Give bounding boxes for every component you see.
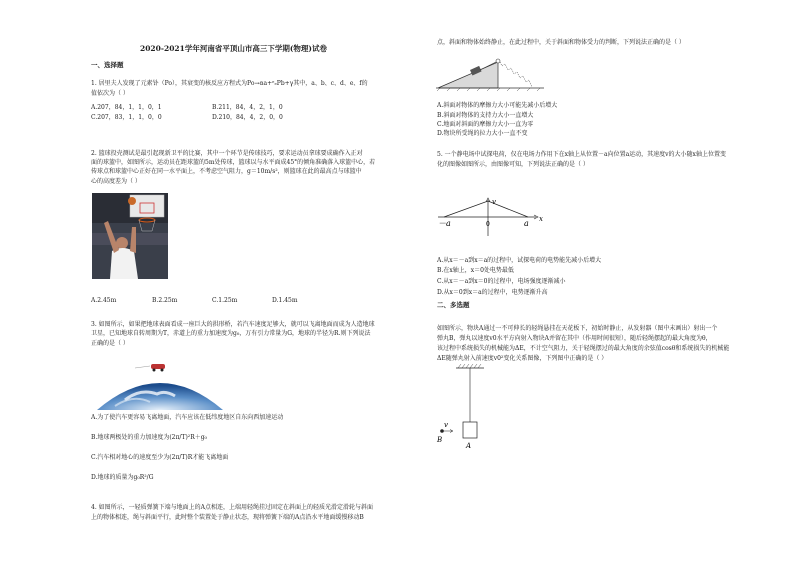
graph-v-label: v bbox=[492, 198, 496, 206]
q6-stem-line4: ΔE随弹丸射入前速度v0²变化关系图像，下列图中正确的是（ ） bbox=[437, 355, 608, 362]
label-v0: v bbox=[444, 421, 448, 429]
graph-tick-zero: 0 bbox=[486, 221, 490, 228]
label-a: A bbox=[466, 442, 472, 450]
velocity-position-graph bbox=[436, 196, 556, 242]
q5-option-c: C.从x＝－a到x＝0的过程中，电场强度逐渐减小 bbox=[437, 278, 566, 285]
q2-stem-line2: 面的球篮中，如图所示，运动员在距球篮的5m处传球，篮球以与水平面成45°的倾角准确落入球篮中心，若 bbox=[91, 159, 376, 166]
q5-stem-line2: 化的图像如图所示，由图像可知，下列说法正确的是（ ） bbox=[437, 161, 589, 168]
q2-option-d: D.1.45m bbox=[272, 297, 298, 304]
q6-stem-line2: 弹丸B，弹丸以速度v0水平方向射入物块A并留在其中（作用时间很短），随后轻绳摆起的最大角度为θ， bbox=[437, 335, 712, 342]
graph-tick-a: a bbox=[524, 219, 529, 228]
q2-option-c: C.1.25m bbox=[212, 297, 238, 304]
q5-option-d: D.从x＝0到x＝a的过程中，电势逐渐升高 bbox=[437, 289, 548, 296]
q3-option-d: D.地球的质量为g₀R²/G bbox=[91, 474, 154, 481]
incline-spring-figure bbox=[436, 50, 546, 96]
q1-stem-line1: 1. 居里夫人发现了元素钋（Po），其衰变的核反应方程式为Po→αa+ᵉₑPb+γ其中，a、b、c、d、e、f的 bbox=[91, 80, 368, 87]
q2-stem-line1: 2. 篮球投壳测试是最引起现新卫平的比赛，其中一个环节是传球技巧，要求运动员拿球要成确作入正对 bbox=[91, 150, 363, 157]
graph-x-label: x bbox=[539, 215, 543, 223]
section-heading-multi: 二、多选题 bbox=[437, 301, 470, 309]
block-a bbox=[463, 422, 477, 438]
q5-stem-line1: 5. 一个静电场中试探电荷，仅在电场力作用下在x轴上从位置－a向位置a运动，其速度v的大小随x轴上位置变 bbox=[437, 151, 726, 158]
q4-stem-line1: 4. 如图所示，一轻质弹簧下端与地面上的A点相连，上端用轻绳挂过固定在斜面上的轻质光滑定滑轮与斜面 bbox=[91, 504, 373, 511]
basketball-photo bbox=[92, 193, 168, 279]
q5-option-a: A.从x＝－a到x＝a的过程中，试探电荷的电势能先减小后增大 bbox=[437, 257, 602, 264]
q3-stem-line2: 卫星，已知地球自转周期为T，赤道上的重力加速度为g₀，万有引力常量为G，地球的半径为R.则下列说法 bbox=[91, 330, 371, 337]
q2-option-b: B.2.25m bbox=[152, 297, 178, 304]
page-title: 2020-2021学年河南省平顶山市高三下学期(物理)试卷 bbox=[140, 44, 327, 53]
q4-option-d: D.物块所受绳的拉力大小一直不变 bbox=[437, 130, 528, 137]
q6-stem-line1: 如图所示，物块A通过一不可伸长的轻绳悬挂在天花板下，初始时静止，从发射器（图中未画出）射出一个 bbox=[437, 325, 718, 332]
q3-stem-line3: 正确的是（ ） bbox=[91, 340, 129, 347]
pendulum-figure bbox=[434, 364, 494, 460]
q1-option-d: D.210，84，4，2，0，0 bbox=[212, 114, 283, 121]
label-b: B bbox=[437, 436, 443, 444]
q2-stem-line4: 心的高度差为（ ） bbox=[91, 178, 141, 185]
graph-tick-neg-a: －a bbox=[438, 219, 451, 228]
q1-option-b: B.211，84，4，2，1，0 bbox=[212, 104, 283, 111]
q6-stem-line3: 该过程中系统损失的机械能为ΔE，不计空气阻力，关于轻绳摆过的最大角度的余弦值cosθ和系统损失的机械能 bbox=[437, 345, 730, 352]
earth-car-figure bbox=[95, 360, 225, 410]
q1-option-c: C.207，83，1，1，0，0 bbox=[91, 114, 162, 121]
q1-stem-line2: 值依次为（ ） bbox=[91, 90, 129, 97]
q2-option-a: A.2.45m bbox=[91, 297, 117, 304]
q5-option-b: B.在x轴上，x＝0处电势最低 bbox=[437, 267, 514, 274]
q3-option-b: B.地球两极处的重力加速度为(2π/T)²R＋g₀ bbox=[91, 434, 207, 441]
q3-option-c: C.汽车相对地心的速度至少为(2π/T)R才能飞离地面 bbox=[91, 454, 229, 461]
q4-stem-line2: 上的物体相连，绳与斜面平行，此时整个装置处于静止状态，现将弹簧下端的A点沿水平地面缓慢移动B bbox=[91, 514, 364, 521]
q2-stem-line3: 传球点和球篮中心正好在同一水平面上，不考虑空气阻力，g＝10m/s²，则篮球在此的最高点与球篮中 bbox=[91, 168, 362, 175]
section-heading-choice: 一、选择题 bbox=[91, 61, 124, 69]
q4-stem-line3: 点，斜面和物体始终静止，在此过程中，关于斜面和物体受力的判断，下列说法正确的是（ ） bbox=[437, 39, 685, 46]
q3-option-a: A.为了使汽车更容易飞离地面，汽车应该在低纬度地区自东向西加速运动 bbox=[91, 414, 284, 421]
q4-option-c: C.地面对斜面的摩擦力大小一直为零 bbox=[437, 121, 534, 128]
q4-option-a: A.斜面对物体的摩擦力大小可能先减小后增大 bbox=[437, 102, 558, 109]
q4-option-b: B.斜面对物体的支持力大小一直增大 bbox=[437, 112, 534, 119]
q3-stem-line1: 3. 如图所示，如果把地球表面看成一座巨大的拱形桥，若汽车速度足够大，就可以飞离地面而成为人造地球 bbox=[91, 321, 375, 328]
graph-velocity-line bbox=[444, 201, 528, 217]
q1-option-a: A.207，84，1，1，0，1 bbox=[91, 104, 162, 111]
